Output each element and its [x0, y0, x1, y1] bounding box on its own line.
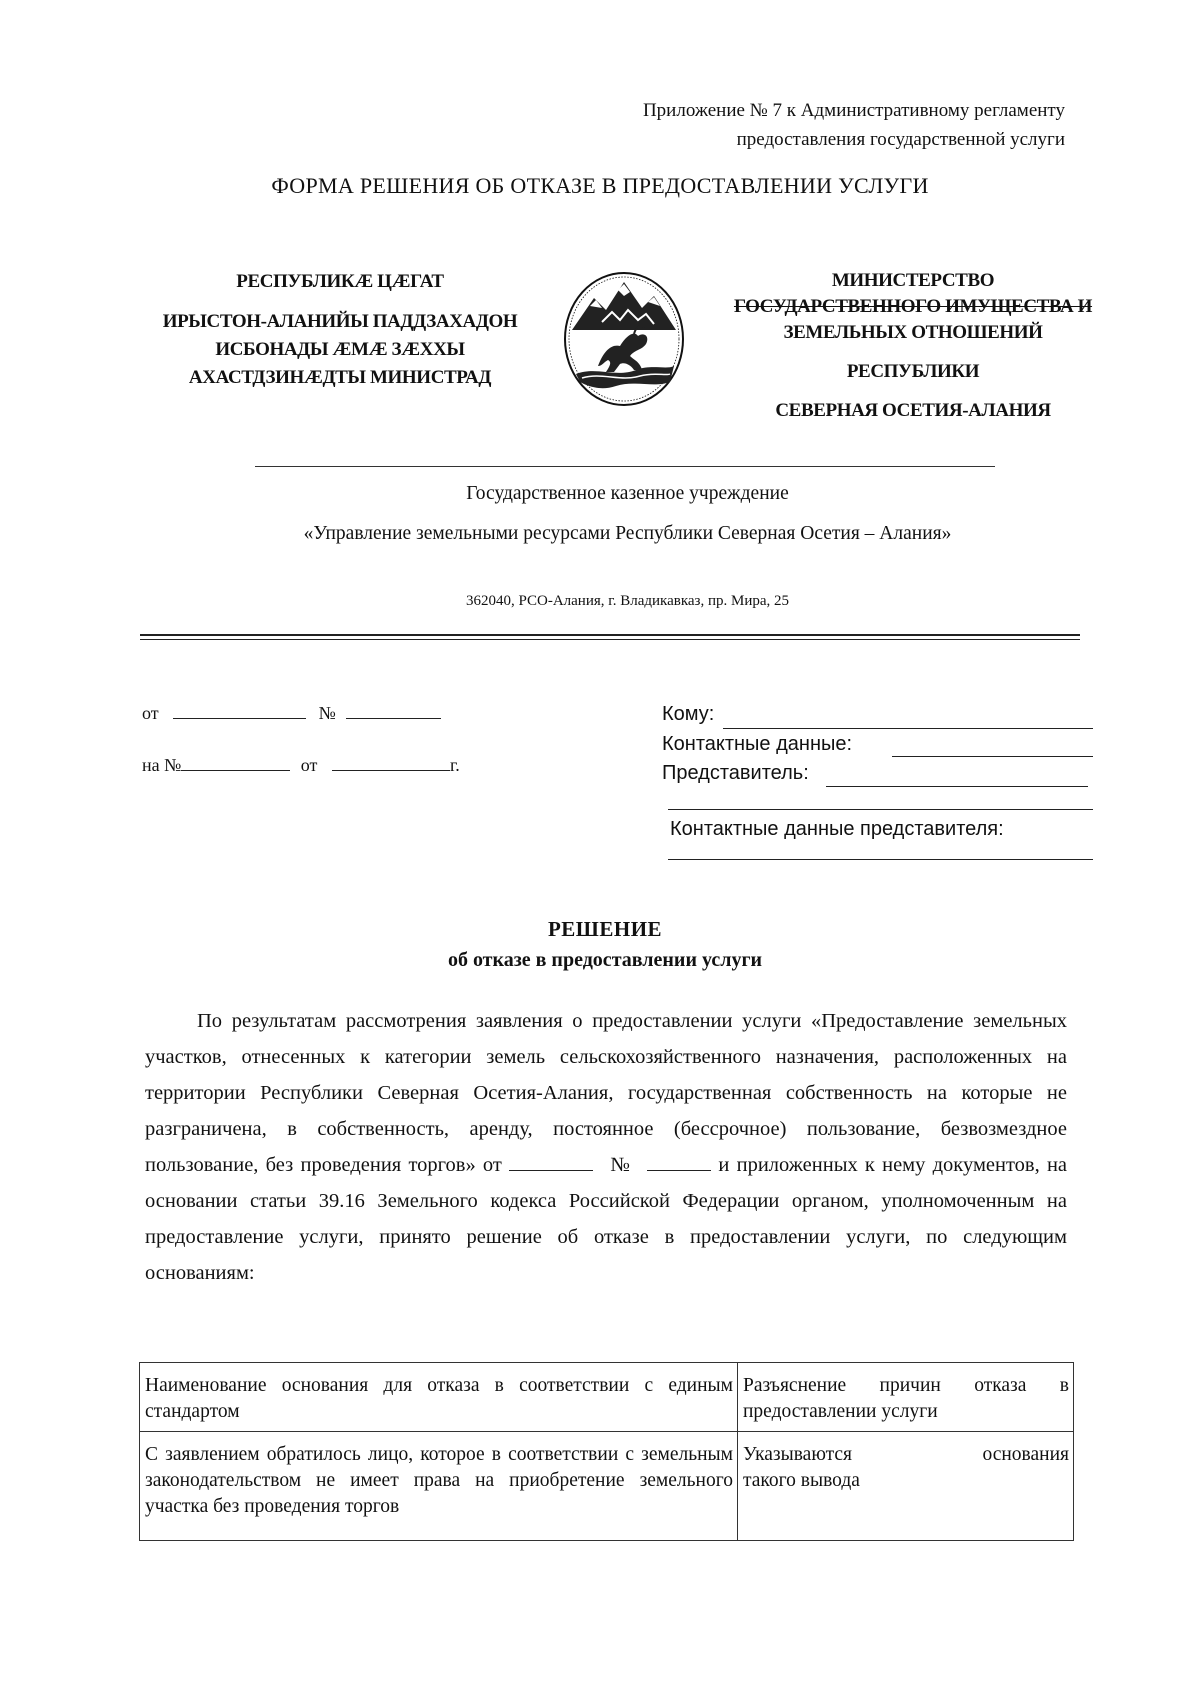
decision-title: РЕШЕНИЕ	[547, 917, 663, 941]
letterhead-left-line-4: АХАСТДЗИНÆДТЫ МИНИСТРАД	[188, 367, 492, 388]
reply-number-blank[interactable]	[181, 752, 290, 771]
recipient-contacts-line[interactable]	[892, 756, 1093, 757]
in-reply-label: на №	[142, 755, 182, 775]
letterhead-right-line-2: ГОСУДАРСТВЕННОГО ИМУЩЕСТВА И	[733, 296, 1093, 317]
institution-type: Государственное казенное учреждение	[466, 483, 789, 504]
decision-body	[145, 1003, 1067, 1291]
address-divider-thick	[140, 634, 1080, 636]
outgoing-requisites	[142, 700, 441, 724]
table-cell	[738, 1432, 1074, 1541]
refusal-reasons-table	[139, 1362, 1074, 1541]
table-cell-text: основания	[982, 1444, 1069, 1465]
representative-line[interactable]	[826, 786, 1088, 787]
header-divider	[255, 466, 995, 467]
table-cell-text: такого вывода	[743, 1470, 860, 1491]
recipient-to-label: Кому:	[662, 703, 715, 725]
table-cell: С заявлением обратилось лицо, которое в соответствии с земельным законодательством не имеет права на приобретение земельного участка без проведения торгов	[140, 1432, 738, 1541]
reply-date-blank[interactable]	[332, 752, 450, 771]
decision-subtitle: об отказе в предоставлении услуги	[447, 949, 763, 971]
table-cell-text: Указываются	[743, 1444, 853, 1465]
date-blank[interactable]	[173, 700, 306, 719]
number-blank[interactable]	[346, 700, 441, 719]
letterhead-left-line-1: РЕСПУБЛИКÆ ЦÆГАТ	[236, 271, 444, 292]
application-number-blank[interactable]	[647, 1152, 711, 1171]
decision-text-start: По результатам рассмотрения заявления о предоставлении услуги «Предоставление земельных участков, отнесенных к категории земель сельскохозяйственного назначения, расположенных на территории Республики Северная Осетия-Алания, государственная собственность на которые не разграничена, в собственность, аренду, постоянное (бессрочное) пользование, безвозмездное пользование, без проведения торгов» от	[145, 1010, 1067, 1176]
table-header-row	[140, 1363, 1074, 1432]
letterhead-right-line-3: ЗЕМЕЛЬНЫХ ОТНОШЕНИЙ	[783, 322, 1043, 343]
recipient-extra-line[interactable]	[668, 809, 1093, 810]
letterhead-russian	[718, 268, 1108, 424]
rep-contacts-line[interactable]	[668, 859, 1093, 860]
from-label: от	[142, 703, 159, 723]
letterhead-right-line-1: МИНИСТЕРСТВО	[831, 270, 995, 291]
application-date-blank[interactable]	[509, 1152, 593, 1171]
letterhead-left-line-2: ИРЫСТОН-АЛАНИЙЫ ПАДДЗАХАДОН	[162, 311, 518, 332]
decision-text-rest: и приложенных к нему документов, на основании статьи 39.16 Земельного кодекса Российской Федерации органом, уполномоченным на предоставление услуги, принято решение об отказе в предоставлении услуги, по следующим основаниям:	[145, 1154, 1068, 1284]
address-divider-thin	[140, 639, 1080, 640]
letterhead-right-line-5: СЕВЕРНАЯ ОСЕТИЯ-АЛАНИЯ	[775, 400, 1051, 421]
letterhead-right-line-4: РЕСПУБЛИКИ	[846, 361, 980, 382]
from-label-2: от	[300, 755, 318, 775]
recipient-contacts-label: Контактные данные:	[662, 733, 853, 755]
appendix-note	[560, 96, 1065, 154]
application-number-sign: №	[610, 1154, 632, 1176]
table-header-cell: Разъяснение причин отказа в предоставлении услуги	[738, 1363, 1074, 1432]
form-title: ФОРМА РЕШЕНИЯ ОБ ОТКАЗЕ В ПРЕДОСТАВЛЕНИИ УСЛУГИ	[271, 173, 929, 198]
appendix-line-1: Приложение № 7 к Административному регламенту	[642, 100, 1065, 121]
appendix-line-2: предоставления государственной услуги	[736, 129, 1065, 150]
letterhead-left-line-3: ИСБОНАДЫ ÆМÆ ЗÆХХЫ	[215, 339, 465, 360]
coat-of-arms-emblem-icon	[562, 270, 686, 408]
table-row	[140, 1432, 1074, 1541]
recipient-to-line[interactable]	[723, 728, 1093, 729]
table-header-cell: Наименование основания для отказа в соответствии с единым стандартом	[140, 1363, 738, 1432]
institution-address: 362040, РСО-Алания, г. Владикавказ, пр. Мира, 25	[465, 593, 790, 609]
reply-requisites	[142, 752, 460, 776]
rep-contacts-label: Контактные данные представителя:	[670, 818, 1004, 840]
representative-label: Представитель:	[662, 762, 809, 784]
institution-name: «Управление земельными ресурсами Республики Северная Осетия – Алания»	[303, 523, 952, 544]
year-suffix: г.	[449, 755, 460, 775]
number-sign: №	[318, 703, 336, 723]
letterhead-ossetian	[125, 268, 555, 392]
